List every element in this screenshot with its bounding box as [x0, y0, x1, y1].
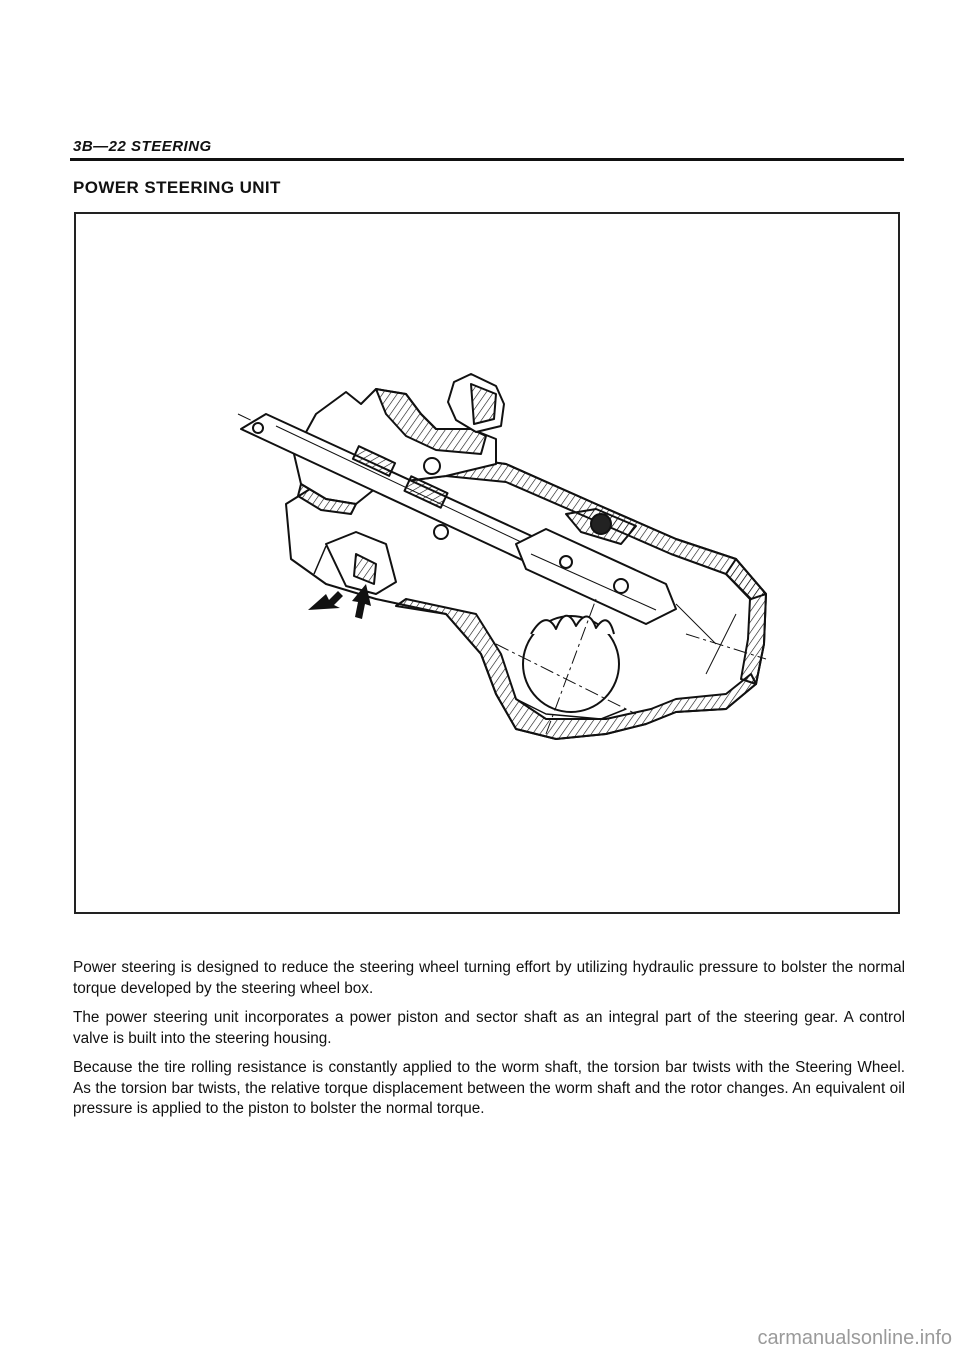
oil-out-arrow-icon	[308, 591, 343, 610]
watermark-footer: carmanualsonline.info	[757, 1327, 952, 1349]
header-rule	[70, 158, 904, 161]
body-text	[73, 958, 905, 1129]
figure-frame	[74, 212, 900, 914]
section-title: POWER STEERING UNIT	[73, 178, 281, 197]
paragraph-2: The power steering unit incorporates a power piston and sector shaft as an integral part of the steering gear. A control valve is built into the steering housing.	[73, 1009, 905, 1047]
paragraph-3: Because the tire rolling resistance is constantly applied to the worm shaft, the torsion bar twists with the Steering Wheel. As the torsion bar twists, the relative torque displacement between the worm shaft and the rotor changes. An equivalent oil pressure is applied to the piston to bolster the normal torque.	[73, 1059, 905, 1117]
page-header: 3B—22 STEERING	[73, 138, 212, 155]
paragraph-1: Power steering is designed to reduce the steering wheel turning effort by utilizing hydraulic pressure to bolster the normal torque developed by the steering wheel box.	[73, 959, 905, 997]
power-steering-unit-drawing	[76, 214, 898, 912]
